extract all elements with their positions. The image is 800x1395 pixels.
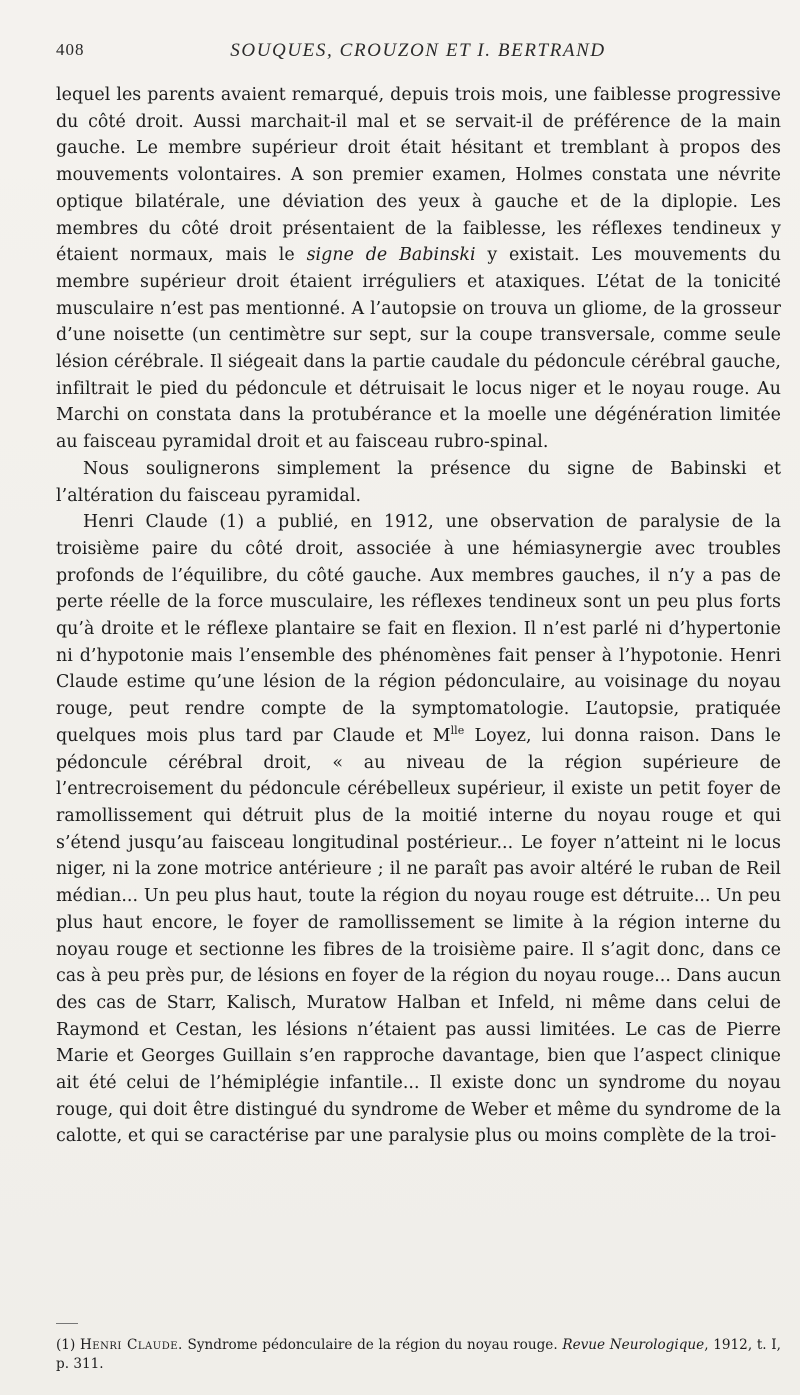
paragraph-1 xyxy=(56,82,781,456)
paragraph-3 xyxy=(56,509,781,1150)
footnote-details: , 1912, t. I, p. 311. xyxy=(56,1337,781,1372)
paragraph-3-text-a: Henri Claude (1) a publié, en 1912, une observation de paralysie de la troisième paire du côté droit, associée à une hémiasynergie avec troubles profonds de l’équilibre, du côté gauche. Aux membres gauches, il n’y a pas de perte réelle de la force musculaire, les réflexes tendineux sont un peu plus forts qu’à droite et le réflexe plantaire se fait en flexion. Il n’est parlé ni d’hypertonie ni d’hypotonie mais l’ensemble des phénomènes fait penser à l’hypotonie. Henri Claude estime qu’une lésion de la région pédonculaire, au voisinage du noyau rouge, peut rendre compte de la symptomatologie. L’autopsie, pratiquée quelques mois plus tard par Claude et M xyxy=(56,512,781,746)
footnote-text: Syndrome pédonculaire de la région du noyau rouge. xyxy=(182,1337,563,1353)
page-number: 408 xyxy=(56,40,85,59)
running-title: SOUQUES, CROUZON ET I. BERTRAND xyxy=(230,40,606,61)
paragraph-1-text-a: lequel les parents avaient remarqué, depuis trois mois, une faiblesse progressive du côté droit. Aussi marchait-il mal et se servait-il de préférence de la main gauche. Le membre supérieur droit était hésitant et tremblant à propos des mouvements volontaires. A son premier examen, Holmes constata une névrite optique bilatérale, une déviation des yeux à gauche et de la diplopie. Les membres du côté droit présentaient de la faiblesse, les réflexes tendineux y étaient normaux, mais le xyxy=(56,85,781,266)
paragraph-1-italic: signe de Babinski xyxy=(306,245,476,266)
footnote xyxy=(56,1336,781,1374)
footnote-author: Henri Claude. xyxy=(79,1337,183,1353)
paragraph-2: Nous soulignerons simplement la présence du signe de Babinski et l’altération du faisceau pyramidal. xyxy=(56,458,781,506)
footnote-rule xyxy=(56,1323,78,1324)
footnote-journal: Revue Neurologique xyxy=(562,1337,705,1353)
paragraph-3-superscript: lle xyxy=(450,724,465,738)
running-head xyxy=(56,40,780,68)
footnote-marker: (1) xyxy=(56,1337,76,1353)
body-text xyxy=(56,82,781,1150)
paragraph-1-text-b: y existait. Les mouvements du membre supérieur droit étaient irréguliers et ataxiques. L’état de la tonicité musculaire n’est pas mentionné. A l’autopsie on trouva un gliome, de la grosseur d’une noisette (un centimètre sur sept, sur la coupe transversale, comme seule lésion cérébrale. Il siégeait dans la partie caudale du pédoncule cérébral gauche, infiltrait le pied du pédoncule et détruisait le locus niger et le noyau rouge. Au Marchi on constata dans la protubérance et la moelle une dégénération limitée au faisceau pyramidal droit et au faisceau rubro-spinal. xyxy=(56,245,781,453)
paragraph-3-text-b: Loyez, lui donna raison. Dans le pédoncule cérébral droit, « au niveau de la région supérieure de l’entrecroisement du pédoncule cérébelleux supérieur, il existe un petit foyer de ramollissement qui détruit plus de la moitié interne du noyau rouge et qui s’étend jusqu’au faisceau longitudinal postérieur... Le foyer n’atteint ni le locus niger, ni la zone motrice antérieure ; il ne paraît pas avoir altéré le ruban de Reil médian... Un peu plus haut, toute la région du noyau rouge est détruite... Un peu plus haut encore, le foyer de ramollissement se limite à la région interne du noyau rouge et sectionne les fibres de la troisième paire. Il s’agit donc, dans ce cas à peu près pur, de lésions en foyer de la région du noyau rouge... Dans aucun des cas de Starr, Kalisch, Muratow Halban et Infeld, ni même dans celui de Raymond et Cestan, les lésions n’étaient pas aussi limitées. Le cas de Pierre Marie et Georges Guillain s’en rapproche davantage, bien que l’aspect clinique ait été celui de l’hémiplégie infantile... Il existe donc un syndrome du noyau rouge, qui doit être distingué du syndrome de Weber et même du syndrome de la calotte, et qui se caractérise par une paralysie plus ou moins complète de la troi- xyxy=(56,725,781,1147)
